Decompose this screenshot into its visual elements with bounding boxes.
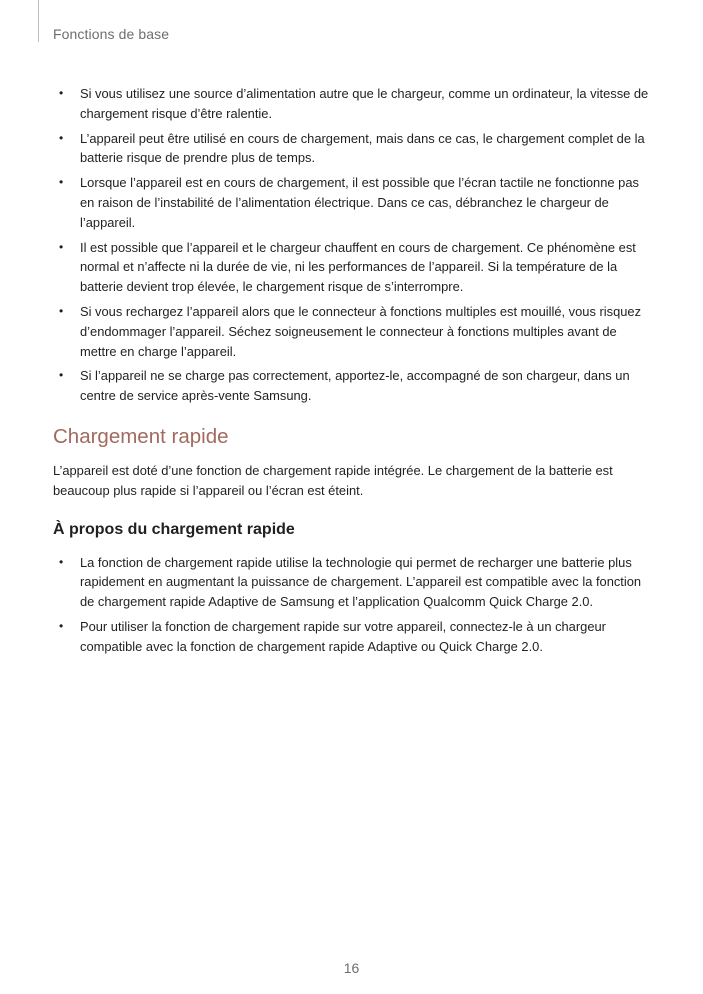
bullet-icon: •: [59, 239, 64, 254]
section-intro: L’appareil est doté d’une fonction de chargement rapide intégrée. Le chargement de la batterie est beaucoup plus rapide si l’appareil ou l’écran est éteint.: [53, 462, 613, 498]
section-title: Chargement rapide: [53, 424, 229, 448]
bullet-icon: •: [59, 303, 64, 318]
bullet-icon: •: [59, 130, 64, 145]
bullet-icon: •: [59, 618, 64, 633]
list-item-text: La fonction de chargement rapide utilise la technologie qui permet de recharger une batterie plus rapidement en augmentant la puissance de chargement. L’appareil est compatible avec la fonction de chargement rapide Adaptive de Samsung et l’application Qualcomm Quick Charge 2.0.: [80, 554, 642, 610]
list-item-text: L’appareil peut être utilisé en cours de chargement, mais dans ce cas, le chargement complet de la batterie risque de prendre plus de temps.: [80, 130, 645, 166]
page-header-title: Fonctions de base: [53, 26, 170, 42]
list-item: [53, 617, 653, 657]
list-item: [53, 173, 653, 232]
list-item-text: Si l’appareil ne se charge pas correctement, apportez-le, accompagné de son chargeur, dans un centre de service après-vente Samsung.: [80, 368, 630, 404]
bullet-icon: •: [59, 554, 64, 569]
list-item: [53, 129, 653, 169]
list-item-text: Lorsque l’appareil est en cours de chargement, il est possible que l’écran tactile ne fonctionne pas en raison de l’instabilité de l’alimentation électrique. Dans ce cas, débranchez le chargeur de l’appareil.: [80, 175, 639, 230]
list-item: [53, 302, 653, 361]
bullet-icon: •: [59, 175, 64, 190]
top-bullet-list: [53, 84, 653, 406]
page-content: [53, 84, 653, 662]
subsection-bullet-list: [53, 553, 653, 657]
list-item: [53, 366, 653, 406]
list-item-text: Si vous rechargez l’appareil alors que le connecteur à fonctions multiples est mouillé, vous risquez d’endommager l’appareil. Séchez soigneusement le connecteur à fonctions multiples avant de mettre en charge l’appareil.: [80, 303, 642, 359]
bullet-icon: •: [59, 86, 64, 100]
list-item: [53, 84, 653, 124]
page-number: 16: [343, 960, 360, 976]
bullet-icon: •: [59, 368, 64, 383]
list-item-text: Pour utiliser la fonction de chargement rapide sur votre appareil, connectez-le à un chargeur compatible avec la fonction de chargement rapide Adaptive ou Quick Charge 2.0.: [80, 618, 606, 654]
subsection-title: À propos du chargement rapide: [53, 520, 295, 538]
list-item: [53, 238, 653, 297]
list-item: [53, 553, 653, 612]
header-divider: [38, 0, 39, 42]
list-item-text: Il est possible que l’appareil et le chargeur chauffent en cours de chargement. Ce phénomène est normal et n’affecte ni la durée de vie, ni les performances de l’appareil. Si la température de la batterie devient trop élevée, le chargement risque de s’interrompre.: [80, 239, 636, 295]
list-item-text: Si vous utilisez une source d’alimentation autre que le chargeur, comme un ordinateur, la vitesse de chargement risque d’être ralentie.: [80, 86, 649, 121]
